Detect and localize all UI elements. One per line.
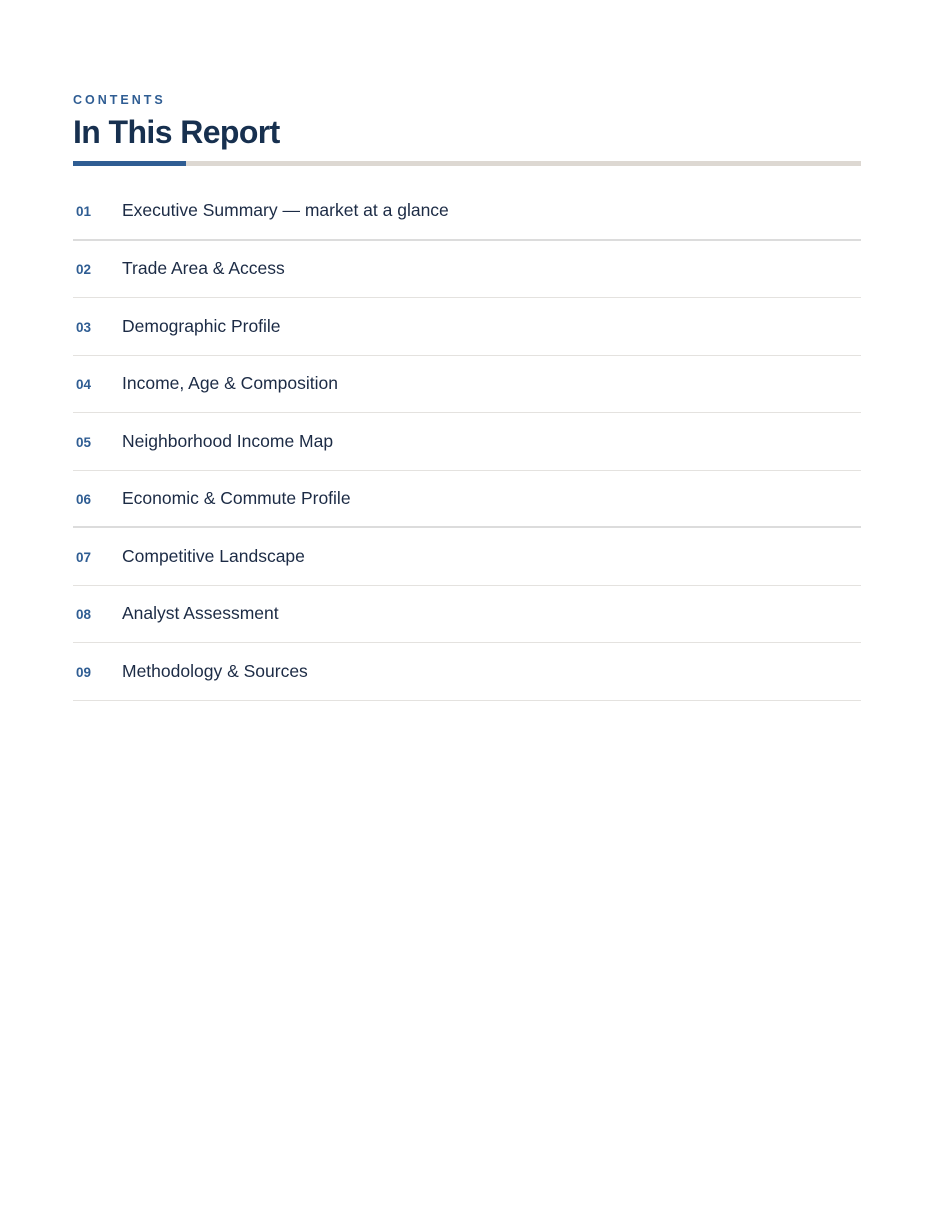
section-eyebrow: CONTENTS — [73, 93, 166, 107]
toc-item-label: Analyst Assessment — [122, 603, 279, 624]
toc-item-number: 06 — [76, 491, 92, 507]
toc-item-number: 03 — [76, 319, 92, 335]
toc-item-label: Demographic Profile — [122, 315, 281, 336]
toc-item-analyst-assessment[interactable] — [73, 586, 861, 644]
toc-item-label: Methodology & Sources — [122, 660, 308, 681]
toc-item-label: Competitive Landscape — [122, 545, 305, 566]
toc-item-number: 09 — [76, 664, 92, 680]
toc-item-number: 05 — [76, 434, 92, 450]
toc-item-executive-summary[interactable] — [73, 183, 861, 241]
toc-item-methodology[interactable] — [73, 643, 861, 701]
title-divider — [73, 161, 861, 166]
toc-item-number: 02 — [76, 262, 92, 278]
toc-item-label: Economic & Commute Profile — [122, 487, 351, 508]
toc-item-income-age[interactable] — [73, 356, 861, 414]
toc-item-label: Income, Age & Composition — [122, 373, 338, 394]
toc-item-number: 07 — [76, 549, 92, 565]
toc-item-label: Executive Summary — market at a glance — [122, 200, 449, 221]
toc-item-number: 08 — [76, 607, 92, 623]
toc-item-number: 01 — [76, 204, 92, 220]
toc-item-trade-area[interactable] — [73, 241, 861, 299]
toc-item-label: Neighborhood Income Map — [122, 430, 334, 451]
page-title: In This Report — [73, 114, 280, 150]
toc-item-income-map[interactable] — [73, 413, 861, 471]
toc-item-economic-commute[interactable] — [73, 471, 861, 529]
toc-item-number: 04 — [76, 377, 92, 393]
table-of-contents — [73, 183, 861, 701]
title-divider-accent — [73, 161, 186, 166]
toc-item-demographic-profile[interactable] — [73, 298, 861, 356]
toc-item-competitive-landscape[interactable] — [73, 528, 861, 586]
toc-item-label: Trade Area & Access — [122, 258, 285, 279]
